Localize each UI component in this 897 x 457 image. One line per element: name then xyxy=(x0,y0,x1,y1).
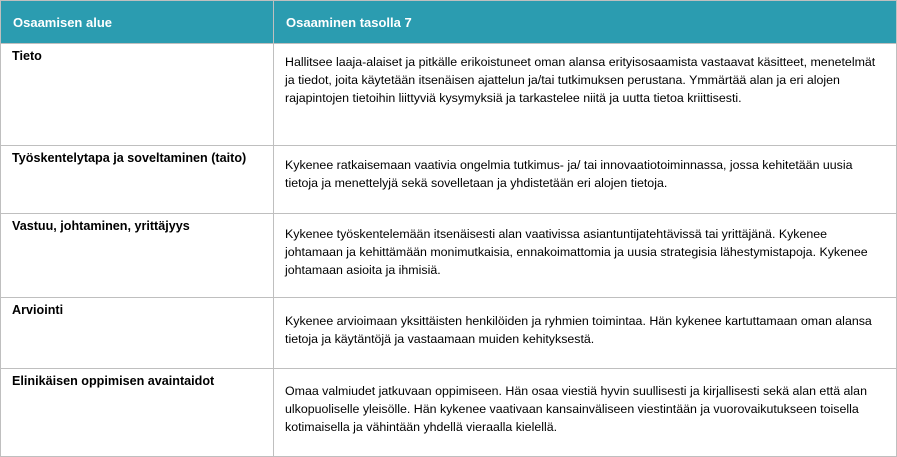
table-row xyxy=(1,146,897,214)
table-header-row xyxy=(1,1,897,44)
description-text: Kykenee arvioimaan yksittäisten henkilöiden ja ryhmien toimintaa. Hän kykenee kartuttamaan oman alansa tietoja ja käytäntöjä ja vastaamaan muiden kehityksestä. xyxy=(285,314,872,346)
description-text: Hallitsee laaja-alaiset ja pitkälle erikoistuneet oman alansa erityisosaamista vastaavat käsitteet, menetelmät ja tiedot, joita käytetään itsenäisen ajattelun ja/tai tutkimuksen perustana. Ymmärtää alan ja eri alojen rajapintojen tietoihin liittyviä kysymyksiä ja tarkastelee niitä ja uutta tietoa kriittisesti. xyxy=(285,55,876,105)
row-area-skills: Työskentelytapa ja soveltaminen (taito) xyxy=(1,146,274,214)
description-text: Omaa valmiudet jatkuvaan oppimiseen. Hän osaa viestiä hyvin suullisesti ja kirjallisesti sekä alan että alan ulkopuoliselle yleisölle. Hän kykenee vaativaan kansainväliseen viestintään ja vuorovaikutukseen toisella kotimaisella ja vähintään yhdellä vieraalla kielellä. xyxy=(285,384,867,434)
row-area-knowledge: Tieto xyxy=(1,44,274,146)
row-description-lifelong-learning xyxy=(274,369,897,457)
row-area-evaluation: Arviointi xyxy=(1,298,274,369)
column-header-level: Osaaminen tasolla 7 xyxy=(274,1,897,44)
table-row xyxy=(1,214,897,298)
column-header-area: Osaamisen alue xyxy=(1,1,274,44)
row-description-responsibility xyxy=(274,214,897,298)
row-description-knowledge xyxy=(274,44,897,146)
row-area-responsibility: Vastuu, johtaminen, yrittäjyys xyxy=(1,214,274,298)
table-row xyxy=(1,44,897,146)
table-row xyxy=(1,298,897,369)
table-row xyxy=(1,369,897,457)
row-description-skills xyxy=(274,146,897,214)
row-description-evaluation xyxy=(274,298,897,369)
description-text: Kykenee työskentelemään itsenäisesti alan vaativissa asiantuntijatehtävissä tai yrittäjänä. Kykenee johtamaan ja kehittämään monimutkaisia, ennakoimattomia ja uusia strategisia lähestymistapoja. Kykenee johtamaan asioita ja ihmisiä. xyxy=(285,227,868,277)
description-text: Kykenee ratkaisemaan vaativia ongelmia tutkimus- ja/ tai innovaatiotoiminnassa, jossa kehitetään uusia tietoja ja menettelyjä sekä sovelletaan ja yhdistetään eri alojen tietoja. xyxy=(285,158,853,190)
row-area-lifelong-learning: Elinikäisen oppimisen avaintaidot xyxy=(1,369,274,457)
